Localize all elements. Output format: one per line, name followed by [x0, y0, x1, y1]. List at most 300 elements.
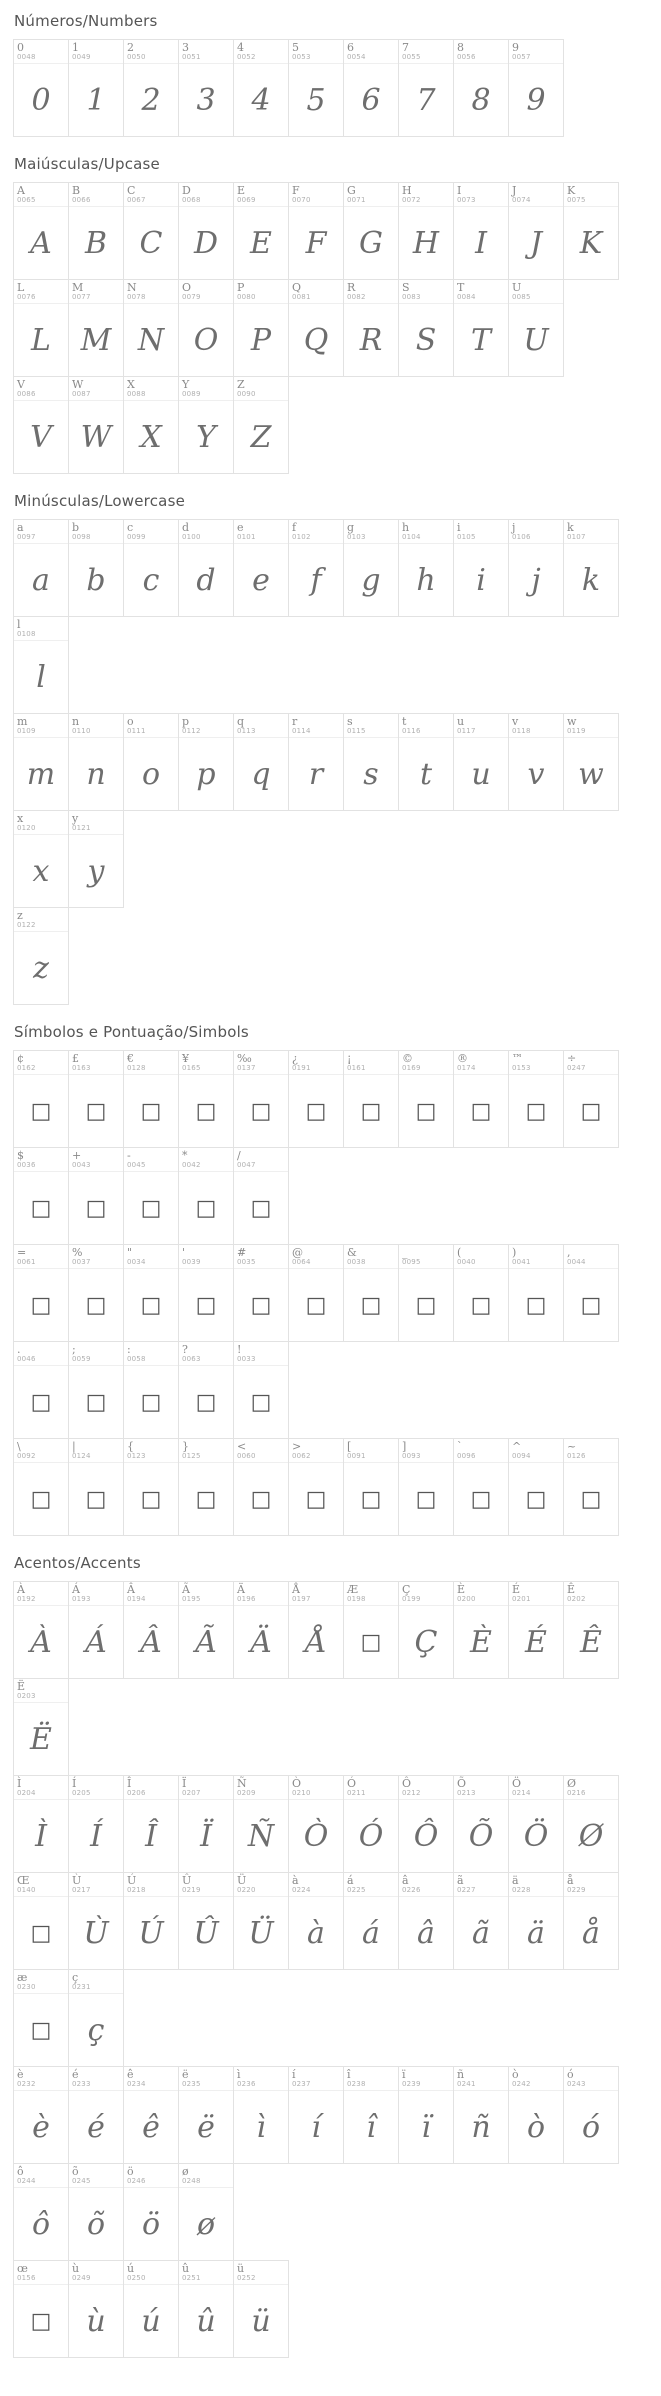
glyph-cell[interactable] [13, 519, 69, 617]
glyph-cell[interactable] [288, 2066, 344, 2164]
glyph-cell[interactable] [453, 182, 509, 280]
glyph-cell[interactable] [508, 1050, 564, 1148]
glyph-character-label: X [127, 378, 135, 391]
glyph-code-label: 0114 [292, 727, 311, 735]
glyph-cell[interactable] [68, 1775, 124, 1873]
glyph-cell[interactable] [453, 2066, 509, 2164]
glyph-cell[interactable] [178, 519, 234, 617]
glyph-cell[interactable] [453, 1244, 509, 1342]
glyph-cell-header [234, 2067, 288, 2091]
glyph-cell[interactable] [508, 1244, 564, 1342]
glyph-cell[interactable] [233, 713, 289, 811]
glyph-cell[interactable] [13, 279, 69, 377]
glyph-cell[interactable] [398, 1775, 454, 1873]
glyph-cell[interactable] [288, 713, 344, 811]
glyph-cell-header [14, 1970, 68, 1994]
glyph-code-label: 0103 [347, 533, 366, 541]
glyph-cell[interactable] [453, 1775, 509, 1873]
glyph-cell[interactable] [508, 182, 564, 280]
glyph-code-label: 0128 [127, 1064, 146, 1072]
glyph-cell[interactable] [68, 1341, 124, 1439]
glyph-cell[interactable] [233, 1872, 289, 1970]
glyph-cell[interactable] [123, 713, 179, 811]
glyph-code-label: 0051 [182, 53, 201, 61]
glyph-row [14, 377, 630, 474]
glyph-cell[interactable] [123, 1581, 179, 1679]
glyph-code-label: 0071 [347, 196, 366, 204]
glyph-character-label: y [72, 812, 79, 825]
glyph-cell[interactable] [233, 1438, 289, 1536]
glyph-missing-box: □ [525, 1292, 547, 1318]
glyph-cell[interactable] [288, 279, 344, 377]
glyph-cell[interactable] [68, 1581, 124, 1679]
glyph-cell[interactable] [233, 519, 289, 617]
glyph-character-label: ó [567, 2068, 574, 2081]
glyph-code-label: 0064 [292, 1258, 311, 1266]
glyph-character-label: L [17, 281, 25, 294]
glyph-cell[interactable] [563, 713, 619, 811]
glyph-cell[interactable] [13, 376, 69, 474]
glyph-cell[interactable] [68, 713, 124, 811]
glyph-preview: 6 [361, 82, 381, 118]
glyph-cell[interactable] [398, 182, 454, 280]
glyph-preview: H [412, 225, 440, 261]
glyph-cell[interactable] [508, 279, 564, 377]
glyph-cell[interactable] [13, 1438, 69, 1536]
glyph-cell[interactable] [508, 1438, 564, 1536]
glyph-cell[interactable] [178, 1581, 234, 1679]
glyph-cell[interactable] [508, 1581, 564, 1679]
glyph-cell[interactable] [563, 1581, 619, 1679]
glyph-cell[interactable] [13, 1581, 69, 1679]
glyph-code-label: 0116 [402, 727, 421, 735]
glyph-character-label: e [237, 521, 244, 534]
glyph-cell-header [14, 2164, 68, 2188]
glyph-preview: v [527, 756, 545, 792]
glyph-cell-header [124, 1245, 178, 1269]
glyph-cell-header [509, 183, 563, 207]
glyph-cell[interactable] [343, 519, 399, 617]
glyph-cell-header [454, 1776, 508, 1800]
glyph-cell-header [179, 1342, 233, 1366]
glyph-cell[interactable] [398, 279, 454, 377]
glyph-cell[interactable] [288, 1438, 344, 1536]
glyph-cell[interactable] [123, 39, 179, 137]
glyph-cell[interactable] [563, 1050, 619, 1148]
glyph-cell-header [14, 714, 68, 738]
glyph-cell-header [289, 1439, 343, 1463]
glyph-cell[interactable] [343, 1050, 399, 1148]
glyph-cell[interactable] [233, 2066, 289, 2164]
glyph-missing-box: □ [470, 1292, 492, 1318]
glyph-character-label: 8 [457, 41, 464, 54]
glyph-cell[interactable] [453, 1438, 509, 1536]
glyph-character-label: é [72, 2068, 79, 2081]
glyph-cell[interactable] [13, 2260, 69, 2358]
glyph-missing-box: □ [195, 1389, 217, 1415]
glyph-code-label: 0115 [347, 727, 366, 735]
glyph-cell[interactable] [508, 713, 564, 811]
glyph-character-label: D [182, 184, 191, 197]
glyph-code-label: 0087 [72, 390, 91, 398]
glyph-code-label: 0111 [127, 727, 146, 735]
glyph-missing-box: □ [525, 1098, 547, 1124]
glyph-cell[interactable] [233, 376, 289, 474]
glyph-preview: V [30, 419, 52, 455]
glyph-cell[interactable] [508, 1872, 564, 1970]
glyph-cell[interactable] [178, 2260, 234, 2358]
glyph-preview: c [142, 562, 160, 598]
glyph-cell[interactable] [68, 1244, 124, 1342]
glyph-character-label: b [72, 521, 80, 534]
glyph-character-label: + [72, 1149, 82, 1162]
glyph-preview: Â [140, 1624, 162, 1660]
glyph-preview: ï [421, 2109, 431, 2145]
glyph-cell[interactable] [288, 1872, 344, 1970]
glyph-cell[interactable] [68, 1147, 124, 1245]
glyph-cell[interactable] [453, 713, 509, 811]
glyph-cell[interactable] [398, 39, 454, 137]
glyph-cell-header [14, 1776, 68, 1800]
glyph-preview: Ö [523, 1818, 549, 1854]
glyph-code-label: 0070 [292, 196, 311, 204]
glyph-preview: y [87, 853, 105, 889]
glyph-cell[interactable] [13, 1147, 69, 1245]
glyph-code-label: 0231 [72, 1983, 91, 1991]
glyph-cell[interactable] [288, 1775, 344, 1873]
glyph-cell[interactable] [178, 1244, 234, 1342]
glyph-cell[interactable] [123, 1872, 179, 1970]
glyph-cell[interactable] [233, 279, 289, 377]
glyph-cell[interactable] [343, 279, 399, 377]
glyph-cell[interactable] [13, 2066, 69, 2164]
glyph-cell-header [564, 714, 618, 738]
glyph-code-label: 0119 [567, 727, 586, 735]
glyph-code-label: 0039 [182, 1258, 201, 1266]
glyph-cell[interactable] [343, 2066, 399, 2164]
glyph-character-label: & [347, 1246, 357, 1259]
section-title: Acentos/Accents [14, 1554, 141, 1572]
glyph-cell[interactable] [233, 1244, 289, 1342]
glyph-cell[interactable] [233, 39, 289, 137]
glyph-cell[interactable] [343, 1581, 399, 1679]
glyph-cell-header [399, 520, 453, 544]
glyph-cell[interactable] [13, 810, 69, 908]
glyph-cell[interactable] [233, 1147, 289, 1245]
glyph-preview: J [529, 225, 543, 261]
glyph-cell[interactable] [13, 182, 69, 280]
glyph-cell[interactable] [178, 1775, 234, 1873]
glyph-preview: å [582, 1915, 600, 1951]
glyph-preview: À [30, 1624, 52, 1660]
glyph-cell[interactable] [398, 713, 454, 811]
glyph-cell[interactable] [68, 1050, 124, 1148]
glyph-character-label: î [347, 2068, 351, 2081]
glyph-cell[interactable] [343, 182, 399, 280]
glyph-cell[interactable] [68, 1872, 124, 1970]
glyph-cell[interactable] [68, 279, 124, 377]
glyph-code-label: 0229 [567, 1886, 586, 1894]
glyph-cell[interactable] [123, 2066, 179, 2164]
glyph-cell[interactable] [233, 1581, 289, 1679]
glyph-cell[interactable] [178, 1341, 234, 1439]
glyph-cell[interactable] [13, 2163, 69, 2261]
glyph-cell[interactable] [123, 1341, 179, 1439]
glyph-character-label: h [402, 521, 410, 534]
glyph-missing-box: □ [195, 1486, 217, 1512]
glyph-cell[interactable] [178, 2066, 234, 2164]
glyph-cell[interactable] [178, 182, 234, 280]
glyph-cell-header [344, 1051, 398, 1075]
glyph-code-label: 0059 [72, 1355, 91, 1363]
glyph-code-label: 0202 [567, 1595, 586, 1603]
glyph-cell-header [14, 40, 68, 64]
glyph-missing-box: □ [30, 1292, 52, 1318]
glyph-code-label: 0213 [457, 1789, 476, 1797]
glyph-preview: m [26, 756, 56, 792]
glyph-code-label: 0121 [72, 824, 91, 832]
glyph-cell[interactable] [343, 1438, 399, 1536]
glyph-cell[interactable] [123, 279, 179, 377]
glyph-cell[interactable] [178, 39, 234, 137]
glyph-cell[interactable] [343, 1244, 399, 1342]
glyph-code-label: 0075 [567, 196, 586, 204]
glyph-code-label: 0098 [72, 533, 91, 541]
glyph-cell[interactable] [123, 1438, 179, 1536]
glyph-cell[interactable] [68, 519, 124, 617]
glyph-cell[interactable] [288, 1581, 344, 1679]
glyph-cell-header [14, 1051, 68, 1075]
glyph-cell-header [454, 1051, 508, 1075]
glyph-cell[interactable] [453, 39, 509, 137]
glyph-code-label: 0201 [512, 1595, 531, 1603]
glyph-preview: d [196, 562, 216, 598]
glyph-character-label: 0 [17, 41, 24, 54]
glyph-character-label: Ê [567, 1583, 576, 1596]
glyph-cell[interactable] [398, 519, 454, 617]
glyph-cell[interactable] [563, 519, 619, 617]
glyph-cell[interactable] [13, 1775, 69, 1873]
glyph-cell[interactable] [68, 182, 124, 280]
glyph-cell[interactable] [563, 1872, 619, 1970]
glyph-character-label: > [292, 1440, 302, 1453]
glyph-missing-box: □ [195, 1292, 217, 1318]
glyph-code-label: 0120 [17, 824, 36, 832]
glyph-cell[interactable] [178, 279, 234, 377]
glyph-character-label: * [182, 1149, 188, 1162]
glyph-cell[interactable] [13, 713, 69, 811]
glyph-cell[interactable] [123, 1050, 179, 1148]
glyph-cell[interactable] [233, 1050, 289, 1148]
glyph-code-label: 0040 [457, 1258, 476, 1266]
glyph-code-label: 0047 [237, 1161, 256, 1169]
glyph-cell[interactable] [13, 1244, 69, 1342]
glyph-cell[interactable] [453, 279, 509, 377]
glyph-cell[interactable] [398, 1438, 454, 1536]
glyph-cell[interactable] [398, 2066, 454, 2164]
glyph-missing-box: □ [360, 1629, 382, 1655]
glyph-character-label: í [292, 2068, 296, 2081]
glyph-cell[interactable] [398, 1050, 454, 1148]
glyph-preview: n [86, 756, 106, 792]
glyph-preview: â [417, 1915, 435, 1951]
glyph-preview: ø [196, 2206, 216, 2242]
glyph-character-label: û [182, 2262, 190, 2275]
glyph-code-label: 0125 [182, 1452, 201, 1460]
glyph-cell[interactable] [563, 1775, 619, 1873]
glyph-code-label: 0110 [72, 727, 91, 735]
glyph-cell[interactable] [123, 1147, 179, 1245]
glyph-preview: F [305, 225, 327, 261]
glyph-cell[interactable] [398, 1581, 454, 1679]
glyph-character-label: [ [347, 1440, 352, 1453]
glyph-cell[interactable] [453, 1050, 509, 1148]
glyph-cell[interactable] [123, 1775, 179, 1873]
glyph-code-label: 0085 [512, 293, 531, 301]
glyph-cell[interactable] [233, 182, 289, 280]
glyph-cell[interactable] [288, 39, 344, 137]
glyph-character-label: ç [72, 1971, 79, 1984]
glyph-cell[interactable] [13, 1872, 69, 1970]
glyph-code-label: 0077 [72, 293, 91, 301]
glyph-cell[interactable] [343, 1872, 399, 1970]
glyph-cell-header [454, 520, 508, 544]
glyph-cell-header [69, 1051, 123, 1075]
glyph-cell[interactable] [508, 519, 564, 617]
glyph-character-label: B [72, 184, 81, 197]
glyph-character-label: I [457, 184, 462, 197]
glyph-row [14, 1776, 630, 1873]
glyph-cell[interactable] [398, 1244, 454, 1342]
glyph-code-label: 0081 [292, 293, 311, 301]
glyph-cell[interactable] [288, 519, 344, 617]
glyph-character-label: Í [72, 1777, 77, 1790]
glyph-cell-header [14, 1582, 68, 1606]
glyph-cell[interactable] [13, 1050, 69, 1148]
glyph-preview: I [475, 225, 487, 261]
glyph-cell[interactable] [288, 182, 344, 280]
glyph-cell[interactable] [563, 182, 619, 280]
glyph-cell[interactable] [13, 616, 69, 714]
glyph-cell[interactable] [13, 1678, 69, 1776]
glyph-cell[interactable] [453, 1581, 509, 1679]
glyph-character-label: a [17, 521, 24, 534]
glyph-cell[interactable] [288, 1050, 344, 1148]
glyph-code-label: 0091 [347, 1452, 366, 1460]
glyph-cell[interactable] [508, 39, 564, 137]
glyph-cell[interactable] [233, 2260, 289, 2358]
glyph-code-label: 0251 [182, 2274, 201, 2282]
glyph-cell[interactable] [13, 39, 69, 137]
glyph-cell[interactable] [178, 1147, 234, 1245]
glyph-preview: Y [196, 419, 216, 455]
glyph-cell[interactable] [68, 2066, 124, 2164]
glyph-cell[interactable] [13, 907, 69, 1005]
glyph-cell[interactable] [398, 1872, 454, 1970]
glyph-cell[interactable] [563, 1244, 619, 1342]
glyph-cell[interactable] [233, 1775, 289, 1873]
glyph-cell-header [234, 1342, 288, 1366]
glyph-cell[interactable] [123, 519, 179, 617]
glyph-cell[interactable] [563, 1438, 619, 1536]
glyph-missing-box: □ [30, 1098, 52, 1124]
glyph-missing-box: □ [415, 1486, 437, 1512]
glyph-character-label: Ó [347, 1777, 357, 1790]
glyph-cell[interactable] [68, 376, 124, 474]
glyph-cell-header [179, 1873, 233, 1897]
glyph-cell[interactable] [178, 1872, 234, 1970]
glyph-cell[interactable] [123, 2260, 179, 2358]
glyph-cell[interactable] [343, 39, 399, 137]
glyph-preview: s [363, 756, 379, 792]
glyph-cell[interactable] [68, 2163, 124, 2261]
glyph-cell[interactable] [13, 1341, 69, 1439]
glyph-cell[interactable] [343, 1775, 399, 1873]
glyph-character-label: 3 [182, 41, 189, 54]
glyph-character-label: ï [402, 2068, 406, 2081]
glyph-cell[interactable] [288, 1244, 344, 1342]
glyph-cell[interactable] [233, 1341, 289, 1439]
glyph-code-label: 0199 [402, 1595, 421, 1603]
glyph-cell[interactable] [178, 713, 234, 811]
glyph-cell[interactable] [343, 713, 399, 811]
glyph-cell[interactable] [68, 2260, 124, 2358]
glyph-cell[interactable] [563, 2066, 619, 2164]
glyph-cell[interactable] [178, 1050, 234, 1148]
glyph-character-label: c [127, 521, 134, 534]
glyph-code-label: 0207 [182, 1789, 201, 1797]
glyph-cell[interactable] [178, 2163, 234, 2261]
glyph-preview: é [87, 2109, 105, 2145]
glyph-cell[interactable] [68, 810, 124, 908]
glyph-cell[interactable] [453, 1872, 509, 1970]
glyph-cell[interactable] [123, 2163, 179, 2261]
glyph-code-label: 0156 [17, 2274, 36, 2282]
glyph-cell[interactable] [13, 1969, 69, 2067]
glyph-cell-header [234, 377, 288, 401]
glyph-cell[interactable] [123, 376, 179, 474]
glyph-preview: r [308, 756, 324, 792]
glyph-preview: K [579, 225, 603, 261]
glyph-cell[interactable] [68, 39, 124, 137]
glyph-cell[interactable] [508, 1775, 564, 1873]
glyph-cell[interactable] [123, 1244, 179, 1342]
glyph-missing-box: □ [140, 1098, 162, 1124]
glyph-cell-header [14, 520, 68, 544]
glyph-cell-header [234, 2261, 288, 2285]
glyph-character-label: è [17, 2068, 24, 2081]
glyph-cell[interactable] [178, 376, 234, 474]
glyph-code-label: 0242 [512, 2080, 531, 2088]
glyph-cell[interactable] [68, 1969, 124, 2067]
glyph-cell-header [234, 40, 288, 64]
glyph-cell[interactable] [453, 519, 509, 617]
glyph-cell[interactable] [508, 2066, 564, 2164]
glyph-character-label: ú [127, 2262, 135, 2275]
glyph-section [0, 12, 661, 137]
glyph-cell[interactable] [68, 1438, 124, 1536]
glyph-cell[interactable] [123, 182, 179, 280]
glyph-cell-header [234, 1873, 288, 1897]
glyph-code-label: 0232 [17, 2080, 36, 2088]
glyph-code-label: 0140 [17, 1886, 36, 1894]
glyph-missing-box: □ [140, 1486, 162, 1512]
glyph-missing-box: □ [30, 2308, 52, 2334]
glyph-missing-box: □ [250, 1098, 272, 1124]
glyph-code-label: 0104 [402, 533, 421, 541]
glyph-cell[interactable] [178, 1438, 234, 1536]
glyph-missing-box: □ [140, 1292, 162, 1318]
